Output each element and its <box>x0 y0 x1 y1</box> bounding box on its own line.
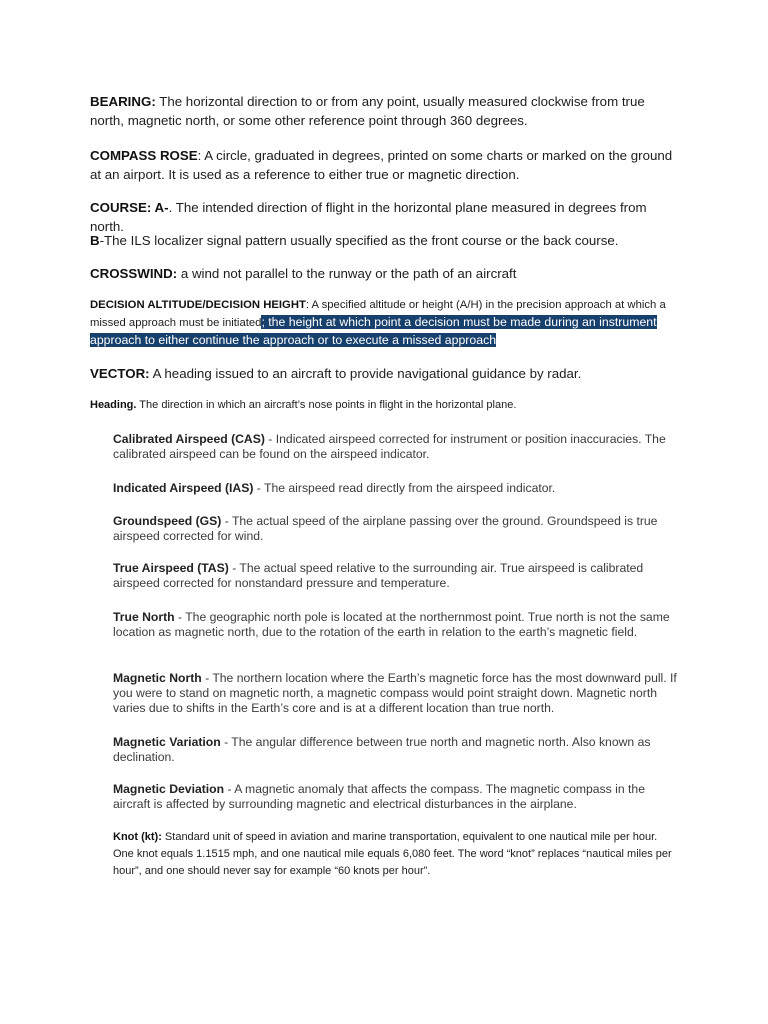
definition-bearing <box>90 92 680 130</box>
term: DECISION ALTITUDE/DECISION HEIGHT <box>90 299 306 311</box>
term: True Airspeed (TAS) <box>113 561 229 575</box>
definition-text: Standard unit of speed in aviation and marine transportation, equivalent to one nautical mile per hour. One knot equals 1.1515 mph, and one nautical mile equals 6,080 feet. The word “knot” replaces “nautical miles per hour”, and one should never say for example “60 knots per hour”. <box>113 831 672 877</box>
term: COURSE: A- <box>90 200 169 215</box>
definition-text: - The actual speed of the airplane passing over the ground. Groundspeed is true airspeed corrected for wind. <box>113 514 658 543</box>
term: B <box>90 233 100 248</box>
definition-ias <box>113 481 683 496</box>
definition-knot <box>113 829 673 880</box>
definition-text: - The northern location where the Earth’s magnetic force has the most downward pull. If you were to stand on magnetic north, a magnetic compass would point straight down. Magnetic north varies due to shifts in the Earth’s core and is at a different location than true north. <box>113 671 677 715</box>
definition-gs <box>113 514 683 544</box>
term: Heading. <box>90 399 137 411</box>
term: True North <box>113 610 175 624</box>
definition-text: The horizontal direction to or from any point, usually measured clockwise from true north, magnetic north, or some other reference point through 360 degrees. <box>90 94 645 128</box>
definition-text: - The airspeed read directly from the airspeed indicator. <box>253 481 556 495</box>
definition-text: : A circle, graduated in degrees, printed on some charts or marked on the ground at an airport. It is used as a reference to either true or magnetic direction. <box>90 148 673 182</box>
term: Magnetic Variation <box>113 735 221 749</box>
term: Magnetic Deviation <box>113 782 225 796</box>
definition-text: The direction in which an aircraft’s nose points in flight in the horizontal plane. <box>136 399 517 411</box>
term: Magnetic North <box>113 671 202 685</box>
definition-magnetic-north <box>113 671 683 716</box>
term: VECTOR: <box>90 366 150 381</box>
definition-heading <box>90 397 680 414</box>
definition-compass-rose <box>90 146 680 184</box>
definition-magnetic-deviation <box>113 782 683 812</box>
definition-cas <box>113 432 683 462</box>
definition-vector <box>90 364 680 383</box>
term: Knot (kt): <box>113 831 162 843</box>
term: COMPASS ROSE <box>90 148 198 163</box>
term: Groundspeed (GS) <box>113 514 222 528</box>
definition-decision-altitude <box>90 297 680 350</box>
definition-magnetic-variation <box>113 735 683 765</box>
highlighted-selection: ; the height at which point a decision must be made during an instrument approach to either continue the approach or to execute a missed approach <box>90 315 657 347</box>
definition-text: - The actual speed relative to the surrounding air. True airspeed is calibrated airspeed corrected for nonstandard pressure and temperature. <box>113 561 644 590</box>
definition-text: - The angular difference between true north and magnetic north. Also known as declination. <box>113 735 651 764</box>
definition-crosswind <box>90 264 680 283</box>
definition-text: . The intended direction of flight in the horizontal plane measured in degrees from north. <box>90 200 647 234</box>
definition-tas <box>113 561 683 591</box>
definition-text: -The ILS localizer signal pattern usually specified as the front course or the back course. <box>99 233 619 248</box>
definition-true-north <box>113 610 683 640</box>
definition-course-b <box>90 231 680 250</box>
definition-text: a wind not parallel to the runway or the path of an aircraft <box>177 266 517 281</box>
term: BEARING: <box>90 94 156 109</box>
definition-text: - A magnetic anomaly that affects the compass. The magnetic compass in the aircraft is affected by surrounding magnetic and electrical disturbances in the airplane. <box>113 782 645 811</box>
definition-text: A heading issued to an aircraft to provide navigational guidance by radar. <box>149 366 582 381</box>
definition-text: : A specified altitude or height (A/H) in the precision approach at which a missed approach must be initiated <box>90 299 666 329</box>
term: Indicated Airspeed (IAS) <box>113 481 254 495</box>
definition-text: - The geographic north pole is located at the northernmost point. True north is not the same location as magnetic north, due to the rotation of the earth in relation to the earth’s magnetic field. <box>113 610 670 639</box>
term: Calibrated Airspeed (CAS) <box>113 432 265 446</box>
definition-text: - Indicated airspeed corrected for instrument or position inaccuracies. The calibrated airspeed can be found on the airspeed indicator. <box>113 432 666 461</box>
term: CROSSWIND: <box>90 266 178 281</box>
